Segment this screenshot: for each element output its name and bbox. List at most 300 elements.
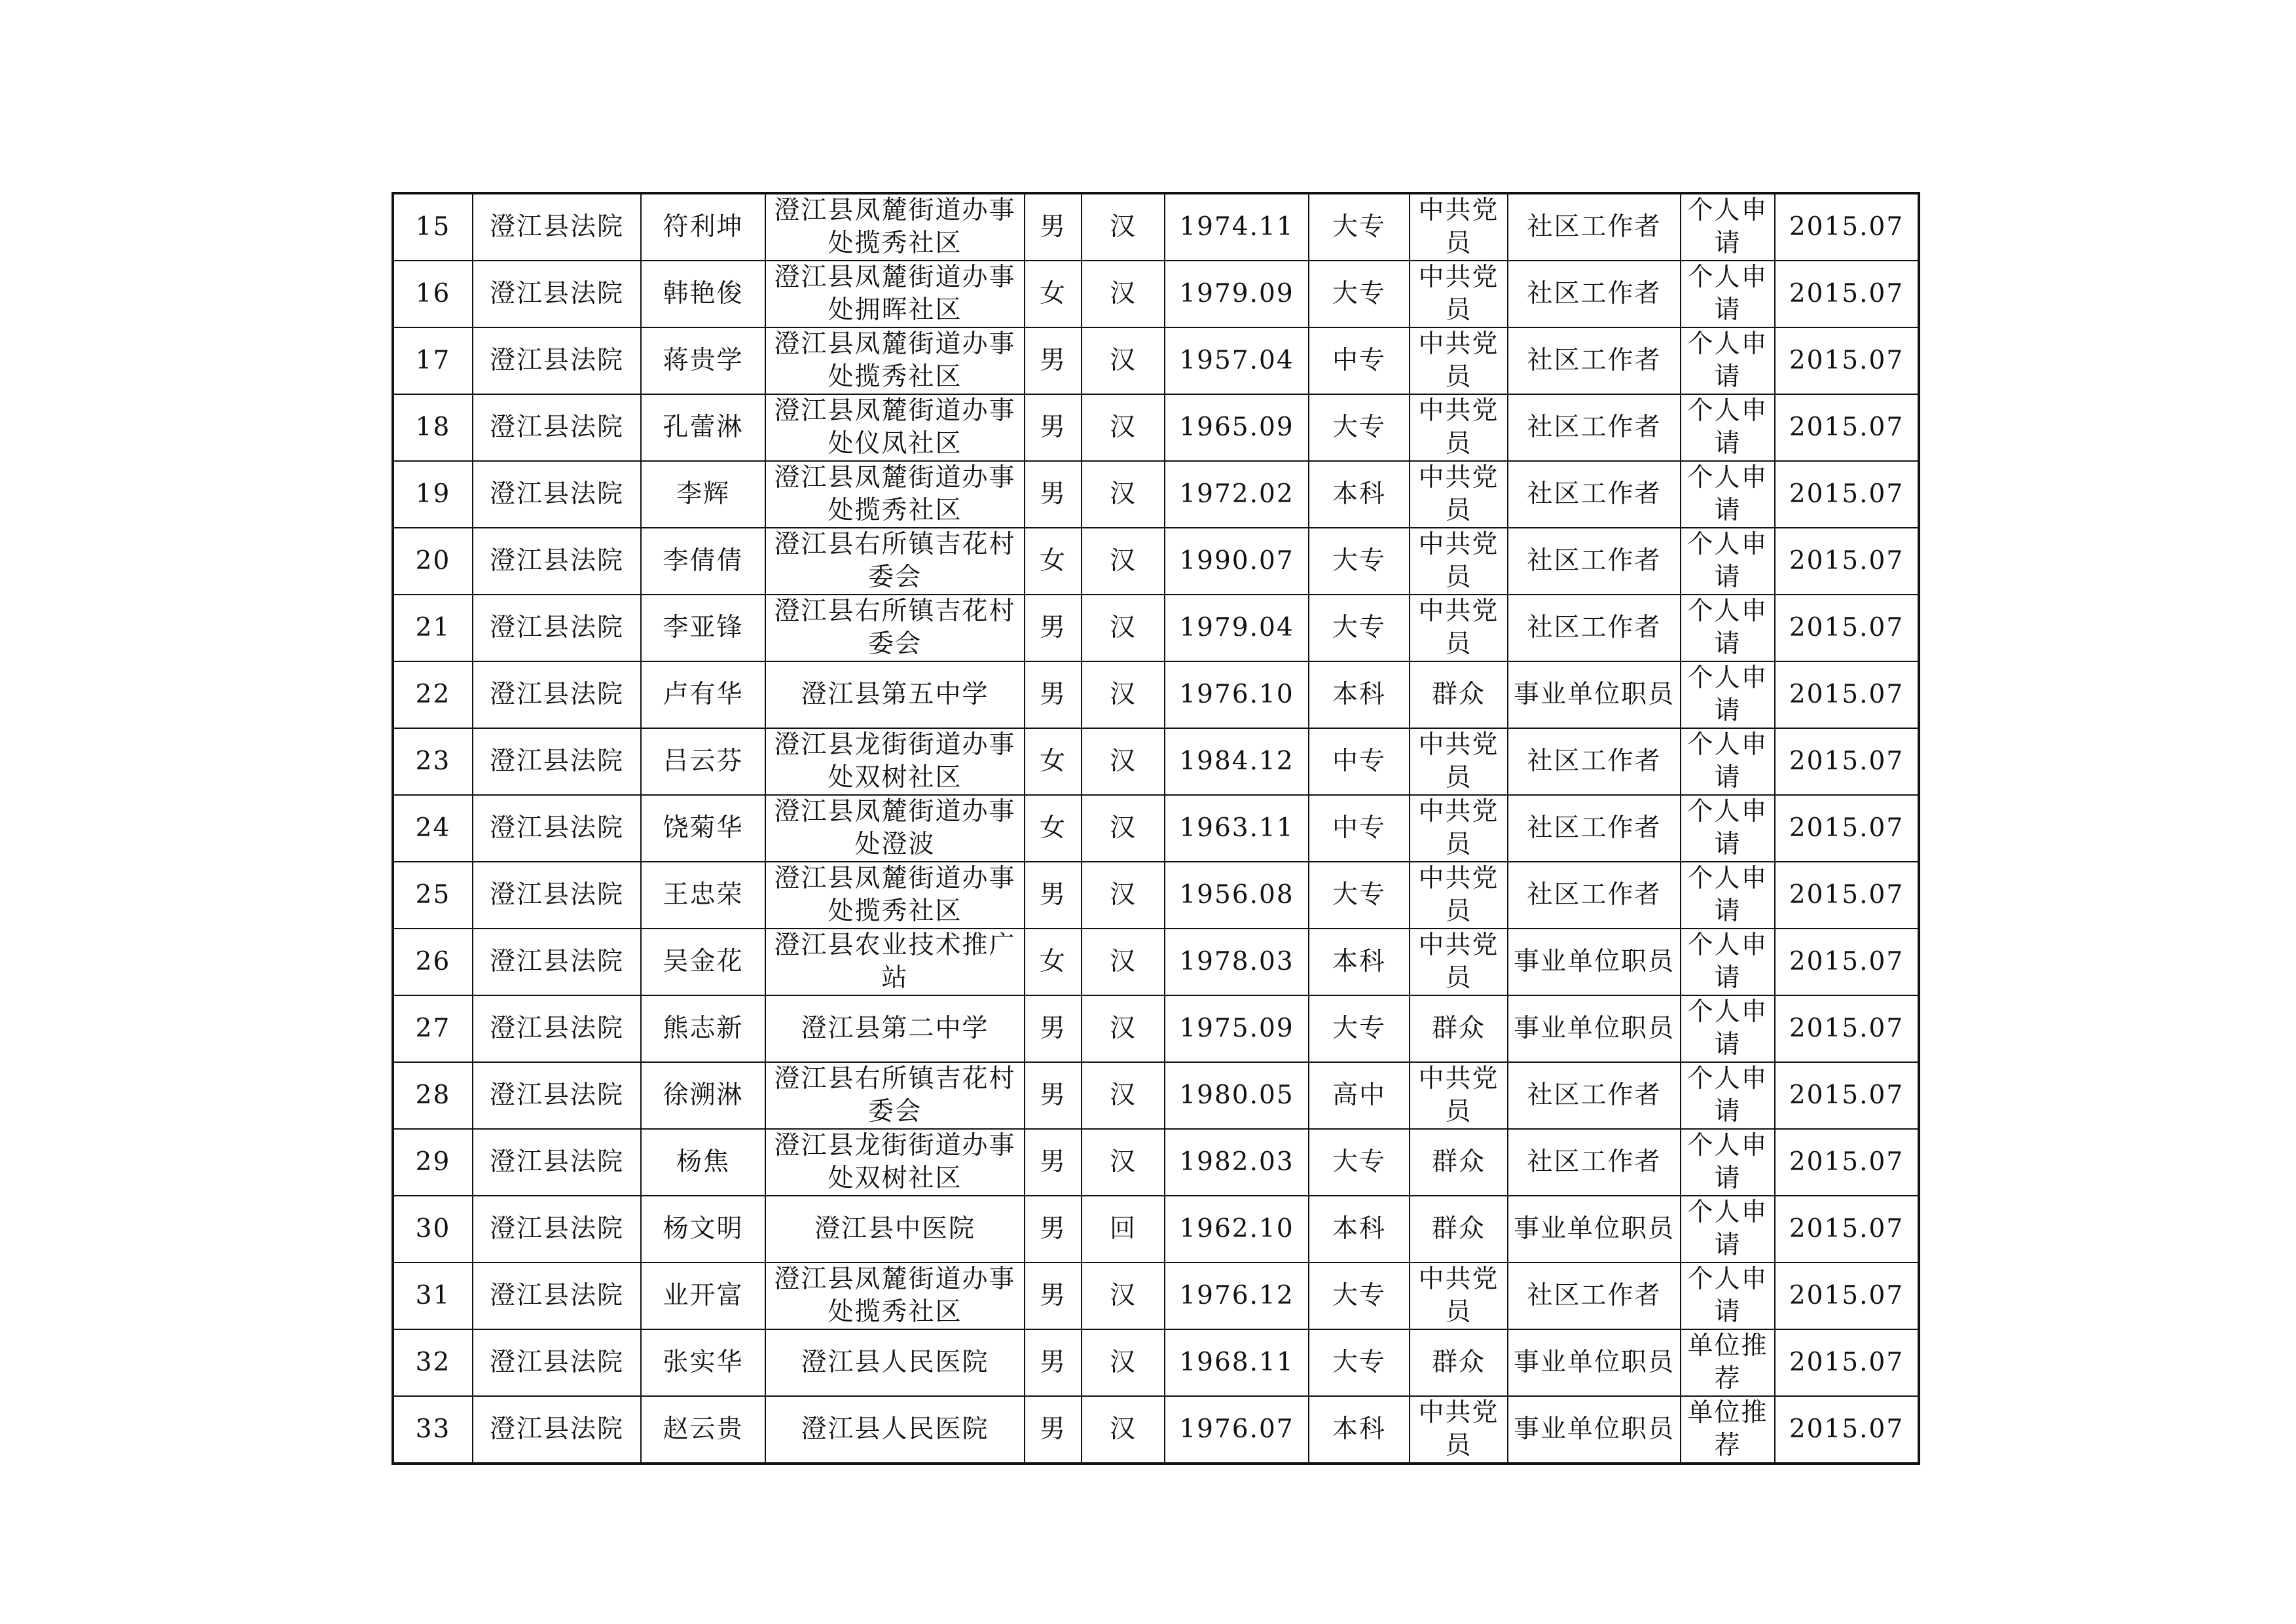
cell-name [641,595,765,661]
cell-no-text: 29 [415,1147,451,1177]
cell-gender-text: 男 [1039,479,1066,509]
cell-date [1775,728,1919,795]
cell-unit [473,1263,641,1329]
cell-birth-date [1165,728,1309,795]
cell-education-text: 大专 [1332,413,1386,442]
cell-unit-text: 澄江县法院 [489,813,624,843]
cell-workplace-text: 澄江县凤麓街道办事处揽秀社区 [774,1264,1016,1327]
cell-no-text: 22 [415,680,451,709]
cell-birth-date [1165,1062,1309,1129]
cell-political-status [1410,528,1508,595]
cell-name-text: 徐溯淋 [663,1080,744,1110]
cell-occupation-text: 社区工作者 [1527,212,1662,242]
cell-gender-text: 男 [1039,1014,1066,1043]
cell-political-status [1410,1329,1508,1396]
cell-name [641,728,765,795]
cell-date [1775,661,1919,728]
cell-workplace [765,327,1025,394]
cell-date-text: 2015.07 [1789,1080,1904,1110]
cell-selection-method-text: 个人申请 [1687,730,1768,792]
cell-birth-date [1165,1396,1309,1464]
cell-unit [473,1129,641,1196]
cell-date-text: 2015.07 [1789,1214,1904,1244]
cell-workplace [765,461,1025,528]
cell-birth-date [1165,661,1309,728]
cell-political-status [1410,728,1508,795]
cell-date-text: 2015.07 [1789,479,1904,509]
cell-birth-date-text: 1980.05 [1179,1080,1294,1110]
cell-education-text: 高中 [1332,1080,1386,1110]
cell-workplace [765,862,1025,929]
cell-gender-text: 男 [1039,1080,1066,1110]
cell-education [1309,461,1410,528]
cell-name [641,327,765,394]
cell-ethnicity-text: 汉 [1109,613,1137,642]
cell-ethnicity [1082,728,1165,795]
cell-selection-method-text: 个人申请 [1687,1064,1768,1126]
cell-education [1309,661,1410,728]
cell-selection-method-text: 个人申请 [1687,396,1768,458]
cell-gender-text: 男 [1039,680,1066,709]
cell-date-text: 2015.07 [1789,947,1904,976]
cell-name [641,795,765,862]
cell-no-text: 26 [415,947,451,976]
cell-no [393,995,473,1062]
cell-gender-text: 女 [1039,747,1066,776]
cell-gender [1025,1329,1082,1396]
cell-unit [473,327,641,394]
cell-education-text: 中专 [1332,813,1386,843]
cell-no-text: 15 [415,212,451,242]
cell-date [1775,1329,1919,1396]
cell-selection-method [1681,1329,1775,1396]
cell-selection-method [1681,1263,1775,1329]
cell-ethnicity-text: 汉 [1109,747,1137,776]
table-row [393,1396,1919,1464]
cell-date [1775,261,1919,327]
cell-political-status-text: 中共党员 [1418,1064,1499,1126]
table-row [393,862,1919,929]
cell-workplace [765,1263,1025,1329]
cell-no [393,1062,473,1129]
cell-education [1309,1396,1410,1464]
cell-occupation-text: 事业单位职员 [1514,680,1675,709]
cell-selection-method-text: 个人申请 [1687,1131,1768,1193]
cell-date-text: 2015.07 [1789,680,1904,709]
cell-ethnicity [1082,1196,1165,1263]
cell-education-text: 大专 [1332,546,1386,576]
cell-education [1309,1196,1410,1263]
cell-gender [1025,995,1082,1062]
cell-date [1775,1263,1919,1329]
cell-gender [1025,261,1082,327]
cell-no [393,862,473,929]
cell-unit [473,461,641,528]
cell-no-text: 33 [415,1414,451,1444]
cell-selection-method [1681,528,1775,595]
cell-date [1775,1129,1919,1196]
cell-education-text: 大专 [1332,1348,1386,1377]
cell-selection-method [1681,1129,1775,1196]
cell-unit-text: 澄江县法院 [489,1414,624,1444]
cell-education-text: 本科 [1332,479,1386,509]
cell-birth-date-text: 1956.08 [1179,880,1294,910]
cell-name-text: 杨文明 [663,1214,744,1244]
cell-gender [1025,661,1082,728]
cell-gender-text: 女 [1039,947,1066,976]
cell-political-status [1410,795,1508,862]
cell-selection-method-text: 个人申请 [1687,997,1768,1060]
cell-birth-date [1165,394,1309,461]
cell-unit-text: 澄江县法院 [489,1281,624,1310]
cell-occupation [1508,528,1681,595]
cell-name [641,193,765,261]
cell-political-status [1410,1196,1508,1263]
cell-occupation [1508,1196,1681,1263]
cell-political-status-text: 中共党员 [1418,396,1499,458]
cell-ethnicity [1082,1263,1165,1329]
cell-birth-date-text: 1976.10 [1179,680,1294,709]
cell-name-text: 李辉 [676,479,730,509]
cell-date-text: 2015.07 [1789,413,1904,442]
cell-education-text: 本科 [1332,947,1386,976]
cell-ethnicity [1082,261,1165,327]
cell-political-status-text: 中共党员 [1418,1398,1499,1460]
cell-workplace-text: 澄江县中医院 [814,1214,975,1244]
table-row [393,461,1919,528]
cell-name-text: 蒋贵学 [663,346,744,375]
cell-education-text: 大专 [1332,212,1386,242]
table-row [393,394,1919,461]
cell-occupation [1508,327,1681,394]
cell-birth-date-text: 1972.02 [1179,479,1294,509]
cell-selection-method-text: 个人申请 [1687,864,1768,926]
cell-date-text: 2015.07 [1789,212,1904,242]
cell-ethnicity-text: 汉 [1109,1014,1137,1043]
cell-education [1309,595,1410,661]
cell-ethnicity [1082,995,1165,1062]
cell-birth-date-text: 1957.04 [1179,346,1294,375]
cell-birth-date [1165,595,1309,661]
cell-date-text: 2015.07 [1789,1348,1904,1377]
cell-education [1309,728,1410,795]
cell-gender-text: 男 [1039,1214,1066,1244]
cell-birth-date [1165,795,1309,862]
cell-political-status [1410,595,1508,661]
cell-political-status [1410,461,1508,528]
cell-unit-text: 澄江县法院 [489,747,624,776]
cell-gender [1025,461,1082,528]
cell-birth-date [1165,261,1309,327]
cell-unit-text: 澄江县法院 [489,613,624,642]
cell-unit-text: 澄江县法院 [489,880,624,910]
cell-political-status-text: 中共党员 [1418,597,1499,659]
cell-selection-method [1681,327,1775,394]
cell-occupation-text: 社区工作者 [1527,1080,1662,1110]
cell-name [641,461,765,528]
cell-ethnicity [1082,661,1165,728]
cell-selection-method [1681,862,1775,929]
cell-unit-text: 澄江县法院 [489,1014,624,1043]
cell-political-status [1410,1062,1508,1129]
cell-name [641,1329,765,1396]
cell-political-status [1410,661,1508,728]
table-row [393,661,1919,728]
cell-education-text: 中专 [1332,346,1386,375]
cell-workplace-text: 澄江县凤麓街道办事处澄波 [774,797,1016,859]
table-row [393,261,1919,327]
cell-workplace-text: 澄江县凤麓街道办事处揽秀社区 [774,329,1016,392]
cell-occupation-text: 事业单位职员 [1514,1414,1675,1444]
cell-ethnicity-text: 汉 [1109,212,1137,242]
cell-no [393,1196,473,1263]
cell-gender [1025,394,1082,461]
cell-occupation [1508,929,1681,995]
cell-unit [473,929,641,995]
cell-education-text: 本科 [1332,680,1386,709]
cell-no [393,461,473,528]
cell-name [641,1263,765,1329]
cell-unit-text: 澄江县法院 [489,413,624,442]
cell-political-status-text: 中共党员 [1418,329,1499,392]
cell-birth-date [1165,862,1309,929]
cell-no-text: 31 [415,1281,451,1310]
cell-date-text: 2015.07 [1789,613,1904,642]
cell-occupation [1508,1129,1681,1196]
cell-occupation [1508,394,1681,461]
cell-occupation [1508,1263,1681,1329]
cell-name [641,862,765,929]
cell-political-status [1410,1263,1508,1329]
cell-ethnicity [1082,1129,1165,1196]
cell-birth-date [1165,461,1309,528]
cell-no [393,327,473,394]
cell-no [393,261,473,327]
table-row [393,795,1919,862]
cell-political-status-text: 中共党员 [1418,931,1499,993]
cell-unit-text: 澄江县法院 [489,1147,624,1177]
cell-name [641,995,765,1062]
cell-no-text: 25 [415,880,451,910]
cell-no [393,1329,473,1396]
cell-unit-text: 澄江县法院 [489,1080,624,1110]
cell-selection-method-text: 个人申请 [1687,196,1768,258]
cell-workplace-text: 澄江县第二中学 [801,1014,989,1043]
cell-birth-date-text: 1990.07 [1179,546,1294,576]
cell-date [1775,595,1919,661]
cell-date [1775,1062,1919,1129]
cell-occupation [1508,261,1681,327]
cell-unit [473,862,641,929]
cell-gender-text: 男 [1039,1147,1066,1177]
cell-unit [473,661,641,728]
cell-date [1775,1196,1919,1263]
cell-education-text: 本科 [1332,1214,1386,1244]
cell-unit-text: 澄江县法院 [489,212,624,242]
cell-occupation [1508,193,1681,261]
cell-workplace [765,394,1025,461]
cell-gender-text: 男 [1039,346,1066,375]
roster-body [393,193,1919,1464]
cell-birth-date-text: 1963.11 [1179,813,1294,843]
cell-workplace [765,995,1025,1062]
cell-unit-text: 澄江县法院 [489,1214,624,1244]
cell-date-text: 2015.07 [1789,813,1904,843]
cell-name-text: 符利坤 [663,212,744,242]
cell-political-status-text: 群众 [1431,680,1485,709]
cell-workplace-text: 澄江县第五中学 [801,680,989,709]
cell-selection-method-text: 个人申请 [1687,931,1768,993]
cell-name-text: 卢有华 [663,680,744,709]
cell-name-text: 王忠荣 [663,880,744,910]
cell-ethnicity-text: 汉 [1109,346,1137,375]
cell-unit [473,1196,641,1263]
cell-birth-date [1165,1196,1309,1263]
cell-unit-text: 澄江县法院 [489,279,624,308]
cell-selection-method [1681,795,1775,862]
cell-selection-method-text: 个人申请 [1687,797,1768,859]
cell-unit [473,193,641,261]
cell-no-text: 16 [415,279,451,308]
cell-gender-text: 男 [1039,1348,1066,1377]
cell-workplace-text: 澄江县右所镇吉花村委会 [774,530,1016,592]
cell-no [393,528,473,595]
table-row [393,1062,1919,1129]
cell-education [1309,394,1410,461]
cell-gender [1025,193,1082,261]
cell-education [1309,193,1410,261]
cell-date [1775,394,1919,461]
cell-occupation [1508,995,1681,1062]
cell-workplace-text: 澄江县右所镇吉花村委会 [774,1064,1016,1126]
cell-birth-date [1165,193,1309,261]
table-row [393,1329,1919,1396]
cell-gender [1025,1196,1082,1263]
cell-birth-date-text: 1979.09 [1179,279,1294,308]
cell-date [1775,795,1919,862]
cell-education [1309,929,1410,995]
cell-selection-method [1681,929,1775,995]
table-row [393,528,1919,595]
cell-education-text: 本科 [1332,1414,1386,1444]
table-row [393,728,1919,795]
cell-occupation [1508,595,1681,661]
cell-no-text: 18 [415,413,451,442]
cell-selection-method [1681,595,1775,661]
cell-birth-date-text: 1974.11 [1179,212,1294,242]
cell-workplace [765,528,1025,595]
cell-ethnicity [1082,461,1165,528]
cell-workplace-text: 澄江县人民医院 [801,1348,989,1377]
cell-date [1775,862,1919,929]
cell-name [641,394,765,461]
cell-political-status-text: 群众 [1431,1014,1485,1043]
cell-birth-date-text: 1978.03 [1179,947,1294,976]
cell-date [1775,1396,1919,1464]
cell-political-status [1410,327,1508,394]
cell-birth-date-text: 1975.09 [1179,1014,1294,1043]
cell-date [1775,193,1919,261]
cell-birth-date-text: 1976.07 [1179,1414,1294,1444]
cell-selection-method-text: 单位推荐 [1687,1398,1768,1460]
cell-no-text: 30 [415,1214,451,1244]
cell-education [1309,1129,1410,1196]
cell-political-status-text: 中共党员 [1418,463,1499,525]
cell-selection-method-text: 个人申请 [1687,463,1768,525]
cell-political-status [1410,1129,1508,1196]
cell-workplace [765,929,1025,995]
cell-birth-date [1165,327,1309,394]
cell-date-text: 2015.07 [1789,546,1904,576]
cell-name-text: 饶菊华 [663,813,744,843]
cell-gender-text: 男 [1039,212,1066,242]
cell-political-status-text: 群众 [1431,1214,1485,1244]
cell-workplace-text: 澄江县龙街街道办事处双树社区 [774,1131,1016,1193]
cell-occupation-text: 社区工作者 [1527,1281,1662,1310]
cell-ethnicity [1082,595,1165,661]
cell-date [1775,327,1919,394]
cell-gender [1025,795,1082,862]
cell-workplace [765,1196,1025,1263]
cell-date-text: 2015.07 [1789,880,1904,910]
table-row [393,1263,1919,1329]
cell-birth-date-text: 1976.12 [1179,1281,1294,1310]
cell-occupation-text: 社区工作者 [1527,747,1662,776]
cell-political-status [1410,193,1508,261]
cell-unit [473,728,641,795]
cell-education-text: 大专 [1332,880,1386,910]
table-row [393,929,1919,995]
cell-name [641,261,765,327]
cell-ethnicity-text: 汉 [1109,1414,1137,1444]
cell-occupation-text: 事业单位职员 [1514,1014,1675,1043]
cell-education-text: 大专 [1332,1014,1386,1043]
cell-ethnicity-text: 汉 [1109,279,1137,308]
cell-no-text: 21 [415,613,451,642]
table-row [393,595,1919,661]
cell-date-text: 2015.07 [1789,747,1904,776]
cell-occupation-text: 社区工作者 [1527,546,1662,576]
cell-no [393,1129,473,1196]
cell-date [1775,528,1919,595]
cell-no-text: 24 [415,813,451,843]
cell-political-status-text: 中共党员 [1418,530,1499,592]
cell-gender-text: 男 [1039,1414,1066,1444]
cell-birth-date [1165,528,1309,595]
cell-political-status-text: 中共党员 [1418,196,1499,258]
cell-ethnicity-text: 汉 [1109,1348,1137,1377]
cell-political-status-text: 中共党员 [1418,730,1499,792]
cell-ethnicity-text: 汉 [1109,1281,1137,1310]
cell-ethnicity [1082,862,1165,929]
cell-selection-method-text: 个人申请 [1687,663,1768,726]
cell-political-status [1410,862,1508,929]
cell-workplace-text: 澄江县凤麓街道办事处揽秀社区 [774,463,1016,525]
cell-unit [473,1329,641,1396]
cell-workplace [765,1062,1025,1129]
cell-political-status [1410,995,1508,1062]
cell-occupation-text: 社区工作者 [1527,279,1662,308]
cell-ethnicity [1082,1062,1165,1129]
cell-gender [1025,1263,1082,1329]
cell-date [1775,995,1919,1062]
cell-political-status-text: 中共党员 [1418,1264,1499,1327]
cell-unit [473,1062,641,1129]
cell-birth-date-text: 1965.09 [1179,413,1294,442]
cell-name-text: 李亚锋 [663,613,744,642]
cell-selection-method [1681,728,1775,795]
cell-gender [1025,595,1082,661]
